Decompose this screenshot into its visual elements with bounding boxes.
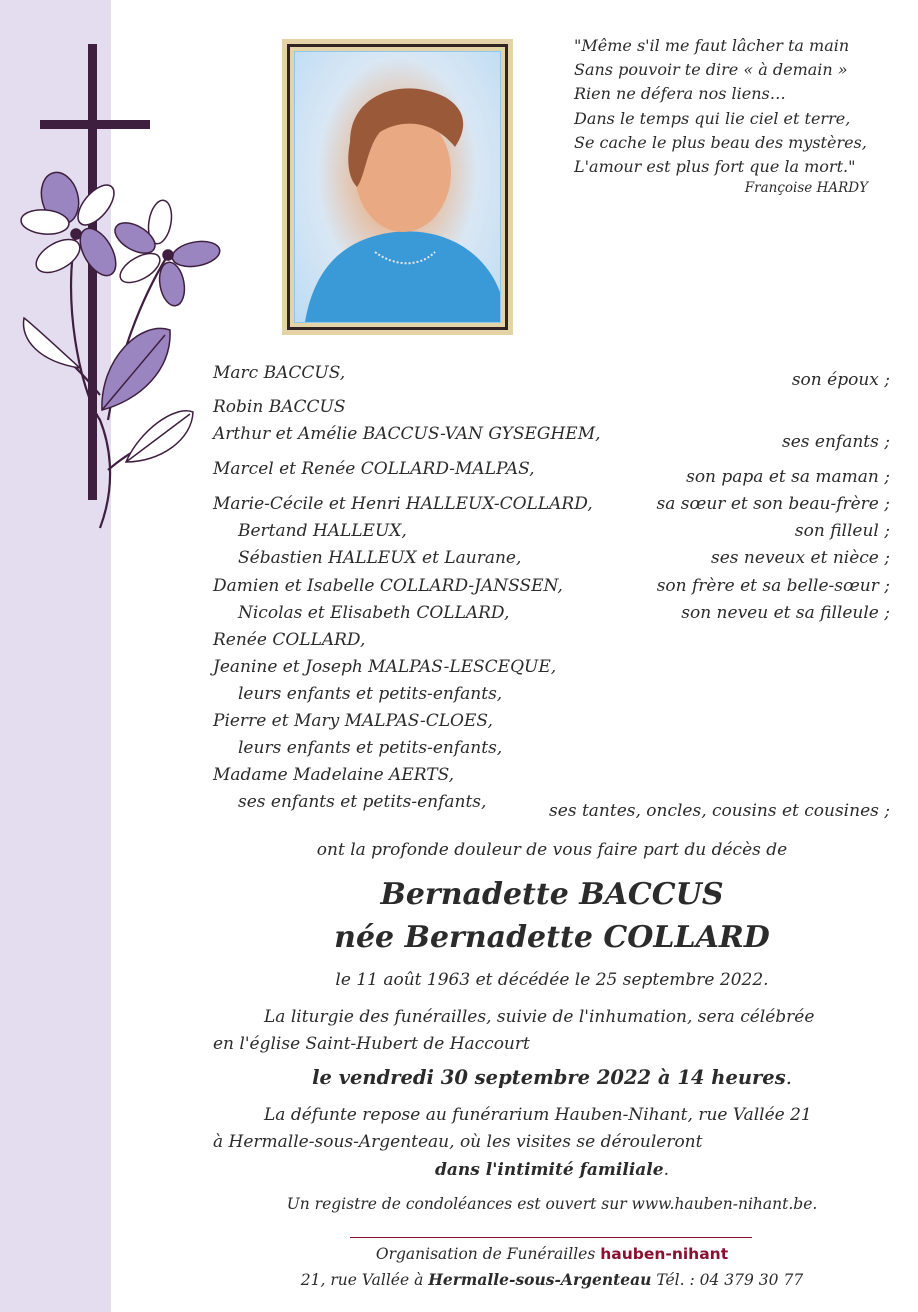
- funeral-datetime: [0, 1066, 918, 1089]
- family-name: Marc BACCUS,: [213, 363, 346, 383]
- family-relation: sa sœur et son beau-frère ;: [656, 494, 890, 514]
- family-relation: son papa et sa maman ;: [686, 467, 890, 487]
- family-name: Arthur et Amélie BACCUS-VAN GYSEGHEM,: [213, 424, 601, 444]
- funeral-datetime-text: le vendredi 30 septembre 2022 à 14 heures: [312, 1066, 786, 1089]
- family-name: leurs enfants et petits-enfants,: [238, 684, 503, 704]
- punctuation: .: [663, 1160, 669, 1180]
- family-relation: ses tantes, oncles, cousins et cousines ;: [549, 801, 890, 821]
- stems: [26, 235, 180, 528]
- family-name: Renée COLLARD,: [213, 630, 366, 650]
- flower-right-icon: [110, 198, 222, 307]
- footer-address-prefix: 21, rue Vallée à: [300, 1271, 424, 1289]
- deceased-name: Bernadette BACCUS: [380, 877, 724, 912]
- quote-line: L'amour est plus fort que la mort.": [574, 157, 856, 177]
- portrait-frame: [282, 39, 513, 335]
- footer-org-prefix: Organisation de Funérailles: [375, 1245, 596, 1263]
- family-name: Marcel et Renée COLLARD-MALPAS,: [213, 459, 535, 479]
- family-name: Robin BACCUS: [213, 397, 346, 417]
- condolence-register-text: Un registre de condoléances est ouvert sur www.hauben-nihant.be.: [286, 1195, 818, 1213]
- punctuation: .: [785, 1066, 792, 1089]
- family-relation: ses enfants ;: [782, 432, 890, 452]
- family-name: Pierre et Mary MALPAS-CLOES,: [213, 711, 493, 731]
- portrait-photo: [294, 51, 501, 323]
- portrait-inner-border: [287, 44, 508, 330]
- portrait-illustration: [295, 52, 500, 322]
- rest-line-1: La défunte repose au funérarium Hauben-Nihant, rue Vallée 21: [264, 1105, 812, 1125]
- quote-line: Se cache le plus beau des mystères,: [574, 132, 867, 152]
- deceased-birth-name: née Bernadette COLLARD: [334, 920, 770, 955]
- family-name: Damien et Isabelle COLLARD-JANSSEN,: [213, 576, 563, 596]
- liturgy-line-1: La liturgie des funérailles, suivie de l'inhumation, sera célébrée: [264, 1007, 815, 1027]
- quote-author: Françoise HARDY: [744, 180, 868, 197]
- poem-quote: [574, 34, 894, 200]
- family-name: Marie-Cécile et Henri HALLEUX-COLLARD,: [213, 494, 593, 514]
- rest-line-2: à Hermalle-sous-Argenteau, où les visites se dérouleront: [213, 1132, 703, 1152]
- announcement-text: ont la profonde douleur de vous faire part du décès de: [316, 840, 788, 860]
- cross-and-flowers-decoration: [0, 0, 230, 540]
- brand-logo: hauben-nihant: [600, 1245, 729, 1263]
- leaf-icons: [23, 318, 193, 462]
- family-name: ses enfants et petits-enfants,: [238, 792, 487, 812]
- intimacy-line: [0, 1160, 918, 1180]
- quote-line: Rien ne défera nos liens…: [574, 84, 786, 104]
- footer-organisation: [0, 1245, 918, 1263]
- family-relation: son filleul ;: [794, 521, 890, 541]
- dates-text: le 11 août 1963 et décédée le 25 septembre 2022.: [335, 970, 769, 990]
- quote-line: Dans le temps qui lie ciel et terre,: [574, 108, 851, 128]
- intimacy-text: dans l'intimité familiale: [435, 1160, 664, 1180]
- family-relation: son neveu et sa filleule ;: [681, 603, 890, 623]
- family-name: Sébastien HALLEUX et Laurane,: [238, 548, 522, 568]
- footer-address: [0, 1270, 918, 1289]
- footer-divider: [350, 1237, 752, 1238]
- footer-address-town: Hermalle-sous-Argenteau: [428, 1270, 652, 1289]
- family-relation: son époux ;: [791, 370, 890, 390]
- family-name: Madame Madelaine AERTS,: [213, 765, 455, 785]
- family-relation: son frère et sa belle-sœur ;: [656, 576, 890, 596]
- family-name: Jeanine et Joseph MALPAS-LESCEQUE,: [213, 657, 557, 677]
- quote-line: "Même s'il me faut lâcher ta main: [574, 36, 850, 55]
- family-name: leurs enfants et petits-enfants,: [238, 738, 503, 758]
- quote-line: Sans pouvoir te dire « à demain »: [574, 60, 848, 80]
- footer-phone: Tél. : 04 379 30 77: [656, 1271, 804, 1289]
- family-relation: ses neveux et nièce ;: [711, 548, 890, 568]
- family-name: Bertand HALLEUX,: [238, 521, 407, 541]
- family-name: Nicolas et Elisabeth COLLARD,: [238, 603, 510, 623]
- liturgy-line-2: en l'église Saint-Hubert de Haccourt: [213, 1034, 530, 1054]
